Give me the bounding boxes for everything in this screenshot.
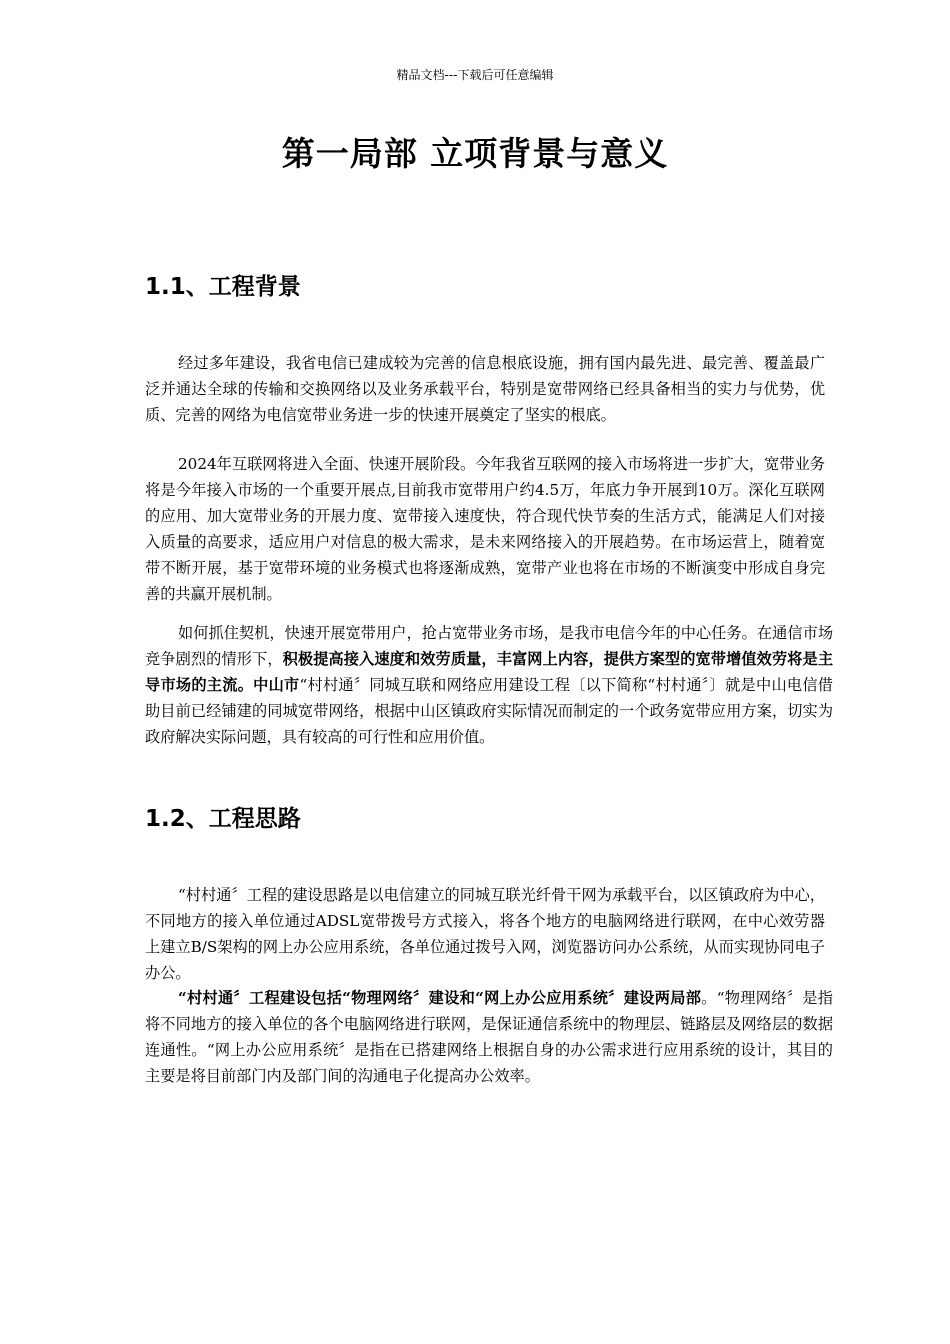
paragraph-text: 如何抓住契机，快速开展宽带用户，抢占宽带业务市场，是我市电信今年的中心任务。在通信市场竞争剧烈的情形下， xyxy=(145,624,833,668)
section-heading-approach: 1.2、工程思路 xyxy=(145,806,301,832)
paragraph-approach-2 xyxy=(145,985,833,1089)
paragraph-text: “村村通〞同城互联和网络应用建设工程〔以下简称“村村通〞〕就是中山电信借助目前已经铺建的同城宽带网络，根据中山区镇政府实际情况而制定的一个政务宽带应用方案，切实为政府解决实际问题，具有较高的可行性和应用价值。 xyxy=(145,676,833,746)
section-heading-background: 1.1、工程背景 xyxy=(145,274,301,300)
paragraph-text: 。“物理网络〞是指将不同地方的接入单位的各个电脑网络进行联网，是保证通信系统中的物理层、链路层及网络层的数据连通性。“网上办公应用系统〞是指在已搭建网络上根据自身的办公需求进行应用系统的设计，其目的主要是将目前部门内及部门间的沟通电子化提高办公效率。 xyxy=(145,989,833,1085)
page-title: 第一局部 立项背景与意义 xyxy=(281,134,669,173)
paragraph-background-1: 经过多年建设，我省电信已建成较为完善的信息根底设施，拥有国内最先进、最完善、覆盖最广泛并通达全球的传输和交换网络以及业务承载平台，特别是宽带网络已经具备相当的实力与优势，优质、完善的网络为电信宽带业务进一步的快速开展奠定了坚实的根底。 xyxy=(145,354,825,424)
page-header: 精品文档---下载后可任意编辑 xyxy=(396,68,554,82)
paragraph-bold-text: 积极提高接入速度和效劳质量，丰富网上内容，提供方案型的宽带增值效劳将是主导市场的主流。中山市 xyxy=(145,650,834,694)
paragraph-background-3 xyxy=(145,620,833,750)
paragraph-background-2: 2024年互联网将进入全面、快速开展阶段。今年我省互联网的接入市场将进一步扩大，宽带业务将是今年接入市场的一个重要开展点,目前我市宽带用户约4.5万，年底力争开展到10万。深化互联网的应用、加大宽带业务的开展力度、宽带接入速度快，符合现代快节奏的生活方式，能满足人们对接入质量的高要求，适应用户对信息的极大需求，是未来网络接入的开展趋势。在市场运营上，随着宽带不断开展，基于宽带环境的业务模式也将逐渐成熟，宽带产业也将在市场的不断演变中形成自身完善的共赢开展机制。 xyxy=(145,455,825,603)
paragraph-bold-text: “村村通〞工程建设包括“物理网络〞建设和“网上办公应用系统〞建设两局部 xyxy=(178,989,702,1007)
paragraph-approach-1: “村村通〞工程的建设思路是以电信建立的同城互联光纤骨干网为承载平台，以区镇政府为中心，不同地方的接入单位通过ADSL宽带拨号方式接入，将各个地方的电脑网络进行联网，在中心效劳器上建立B/S架构的网上办公应用系统，各单位通过拨号入网，浏览器访问办公系统，从而实现协同电子办公。 xyxy=(145,886,825,982)
